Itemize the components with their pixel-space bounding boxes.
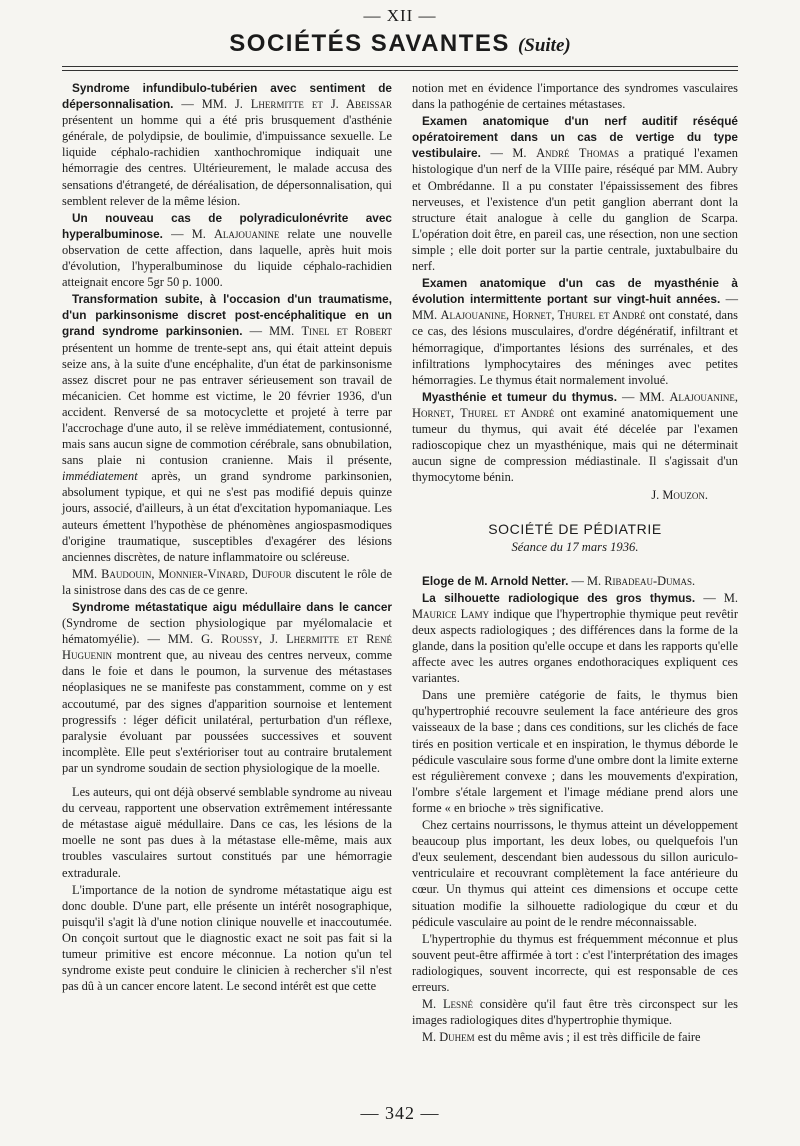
article-parkinsonisme: Transformation subite, à l'occasion d'un traumatisme, d'un parkinsonisme discret post-encéphalitique en un grand syndrome parkinsonien. — MM. Tinel et Robert présentent un homme de trente-sept ans, qui était atteint depuis seize ans, à la suite d'une encéphalite, d'un état de parkinsonisme assez discret pour ne pas entraver sérieusement son travail de mécanicien. Cet homme est victime, le 20 février 1936, d'un accident. Renversé de sa motocyclette et projeté à terre par l'accrochage d'une auto, il se relève immédiatement, contusionné, mais sans aucun signe de commotion cérébrale, sans obnubilation, sans plaie ni contusion cranienne. Mais il présente, immédiatement après, un grand syndrome parkinsonien, absolument typique, et qui ne s'est pas modifié depuis quinze jours, associé, d'ailleurs, à un état d'excitation hypomaniaque. Les auteurs émettent l'hypothèse de phénomènes angiospasmodiques d'origine traumatique, susceptibles d'exagérer des lésions anciennes discrètes, de nature inflammatoire ou scléreuse.	[62, 292, 392, 564]
article-syndrome-metastatique: Syndrome métastatique aigu médullaire dans le cancer (Syndrome de section physiologique par myélomalacie et hématomyélie). — MM. G. Roussy, J. Lhermitte et René Huguenin montrent que, au niveau des centres nerveux, comme dans le foie et dans le poumon, la survenue des métastases néoplasiques ne se manifeste pas constamment, comme on y est accoutumé, par des signes d'apparition sournoise et lentement progressifs : léger déficit unilatéral, perturbation d'un réflexe, paralysie évoluant par poussées successives et souvent incomplète. Elle peut s'extérioriser tout au contraire brutalement par un syndrome soudain de section physiologique de la moelle.	[62, 600, 392, 775]
session-date: Séance du 17 mars 1936.	[511, 539, 639, 554]
page-header	[0, 30, 800, 58]
article-heading: Un nouveau cas de polyradiculonévrite avec hyperalbuminose.	[62, 210, 392, 241]
article-paragraph: Chez certains nourrissons, le thymus atteint un développement beaucoup plus important, les deux lobes, ou quelquefois l'un d'eux seulement, descendant bien audessous du sillon auriculo-ventriculaire et recouvrant complètement la face antérieure du cœur. Un thymus qui atteint ces dimensions et occupe cette situation modifie la silhouette radiologique du cœur et du pédicule vasculaire au point de le rendre méconnaissable.	[412, 818, 738, 929]
article-polyradiculonevrite: Un nouveau cas de polyradiculonévrite avec hyperalbuminose. — M. Alajouanine relate une nouvelle observation de cette affection, dans laquelle, après huit mois d'évolution, l'hyperalbuminose du liquide céphalo-rachidien atteignait encore 5gr 50 p. 1000.	[62, 210, 392, 290]
article-authors: M. Lesné	[422, 997, 474, 1012]
article-heading: Examen anatomique d'un cas de myasthénie à évolution intermittente portant sur vingt-huit années.	[412, 276, 738, 307]
article-discussion	[62, 566, 392, 598]
left-column	[62, 80, 392, 994]
article-authors: Tinel et Robert	[301, 324, 392, 339]
article-myasthenie-thymus: Myasthénie et tumeur du thymus. — MM. Alajouanine, Hornet, Thurel et André ont examiné anatomiquement une tumeur du thymus, qui avait été décelée par l'examen radioscopique chez un myasthénique, mais qui ne déterminait aucun signe de compression médiastinale. Il s'agissait d'un thymocytome bénin.	[412, 389, 738, 485]
article-heading: Eloge de M. Arnold Netter.	[422, 573, 569, 588]
article-authors: André Thomas	[536, 146, 619, 161]
header-suite: (Suite)	[517, 35, 571, 56]
article-heading: Syndrome métastatique aigu médullaire dans le cancer	[72, 600, 392, 614]
article-body: est du même avis ; il est très difficile de faire	[477, 1030, 701, 1045]
page-number: — 342 —	[360, 1103, 440, 1123]
article-silhouette-thymus: La silhouette radiologique des gros thymus. — M. Maurice Lamy indique que l'hypertrophie thymique peut revêtir deux aspects radiologiques ; des différences dans la forme de la glande, dans la position qu'elle occupe et dans les rapports qu'elle affecte avec les autres organes endothoraciques expliquent ces variantes.	[412, 590, 739, 686]
article-heading: La silhouette radiologique des gros thymus.	[422, 590, 696, 605]
article-duhem	[412, 1029, 738, 1045]
article-authors: MM. Baudouin, Monnier-Vinard, Dufour	[72, 566, 292, 581]
article-paragraph: Dans une première catégorie de faits, le thymus bien qu'hypertrophié recouvre seulement la face antérieure des gros vaisseaux de la base ; dans ces conditions, sur les clichés de face tirés en position verticale et en inspiration, le thymus déborde le pédicule vasculaire sous forme d'une ombre dont la limite externe est régulièrement convexe ; dans les mouvements d'expiration, l'ombre s'étale largement et l'image médiane prend alors une forme « en brioche » très significative.	[412, 688, 738, 815]
article-lesne	[412, 996, 738, 1028]
article-nerf-auditif: Examen anatomique d'un nerf auditif réséqué opératoirement dans un cas de vertige du type vestibulaire. — M. André Thomas a pratiqué l'examen histologique d'un nerf de la VIIIe paire, réséqué par MM. Aubry et Ombrédanne. Il a pu constater l'épaississement des fibres nerveuses, et l'existence d'un petit ganglion aberrant dont la structure était analogue à celle du ganglion de Scarpa. L'opération doit être, en pareil cas, une résection, non une section simple ; elle doit porter sur la partie centrale, juxtabulbaire du nerf.	[412, 114, 738, 274]
article-body: a pratiqué l'examen histologique d'un nerf de la VIIIe paire, réséqué par MM. Aubry et Ombrédanne. Il a pu constater l'épaississement des fibres nerveuses, et l'existence d'un petit ganglion aberrant dont la structure était analogue à celle du ganglion de Scarpa. L'opération doit être, en pareil cas, une résection, non une section simple ; elle doit porter sur la partie centrale, juxtabulbaire du nerf.	[412, 146, 738, 274]
article-authors: Ribadeau-Dumas.	[604, 573, 696, 588]
article-myasthenie-intermittente: Examen anatomique d'un cas de myasthénie à évolution intermittente portant sur vingt-huit années. — MM. Alajouanine, Hornet, Thurel et André ont constaté, dans ce cas, des lésions musculaires, d'ordre dégénératif, infiltrant et hémorragique, d'importantes lésions des surrénales, et des infiltrations lymphocytaires des méninges avec petites hémorragies. Le thymus était normalement involué.	[412, 276, 738, 387]
article-authors: M. Duhem	[422, 1030, 475, 1045]
article-authors: Maurice Lamy	[412, 606, 490, 621]
article-eloge: Eloge de M. Arnold Netter. — M. Ribadeau-Dumas.	[422, 573, 696, 588]
article-heading: Transformation subite, à l'occasion d'un traumatisme, d'un parkinsonisme discret post-encéphalitique en un grand syndrome parkinsonien.	[62, 292, 392, 339]
article-paragraph: L'importance de la notion de syndrome métastatique aigu est donc double. D'une part, elle présente un intérêt nosographique, puisqu'il s'agit là d'une notion clinique nouvelle et inaccoutumée. On conçoit surtout que le diagnostic exact ne soit pas fait si la tumeur primitive est encore méconnue. La notion qu'un tel syndrome existe peut conduire le clinicien à rechercher s'il n'est pas dû à un cancer encore latent. Le second intérêt est que cette	[62, 882, 392, 994]
article-body: indique que l'hypertrophie thymique peut revêtir deux aspects radiologiques ; des différences dans la forme de la glande, dans la position qu'elle occupe et dans les rapports qu'elle affecte avec les autres organes endothoraciques expliquent ces variantes.	[412, 606, 739, 686]
article-heading: Myasthénie et tumeur du thymus.	[422, 389, 617, 404]
header-title: SOCIÉTÉS SAVANTES	[229, 30, 510, 57]
article-body: relate une nouvelle observation de cette affection, dans laquelle, après huit mois d'évolution, l'hyperalbuminose du liquide céphalo-rachidien atteignait encore 5gr 50 p. 1000.	[62, 226, 392, 290]
article-body: après, un grand syndrome parkinsonien, absolument typique, et qui ne s'est pas modifié depuis quinze jours, associé, d'ailleurs, à un état d'excitation hypomaniaque. Les auteurs émettent l'hypothèse de phénomènes angiospasmodiques d'origine traumatique, susceptibles d'exagérer des lésions anciennes discrètes, de nature inflammatoire ou scléreuse.	[62, 469, 392, 564]
article-subheading: (Syndrome de section physiologique par myélomalacie et hématomyélie).	[62, 616, 392, 647]
article-body: discutent le rôle de la sinistrose dans des cas de ce genre.	[62, 566, 392, 597]
header-rule-bottom	[62, 70, 738, 71]
article-infundibulo: Syndrome infundibulo-tubérien avec sentiment de dépersonnalisation. — MM. J. Lhermitte et J. Abeissar présentent un homme qui a été pris brusquement d'asthénie générale, de polydipsie, de boulimie, d'impuissance sexuelle. Le liquide céphalo-rachidien xanthochromique indiquait une hémorragie des centres. Ultérieurement, le malade accusa des sensations d'étrangeté, de déréalisation, de dépersonnalisation, qui semblent relever de la même lésion.	[62, 81, 392, 208]
signature: J. Mouzon.	[651, 488, 708, 503]
article-body: présentent un homme qui a été pris brusquement d'asthénie générale, de polydipsie, de boulimie, d'impuissance sexuelle. Le liquide céphalo-rachidien xanthochromique indiquait une hémorragie des centres. Ultérieurement, le malade accusa des sensations d'étrangeté, de déréalisation, de dépersonnalisation, qui semblent relever de la même lésion.	[62, 113, 392, 208]
article-authors: G. Roussy, J. Lhermitte et René Huguenin	[62, 632, 392, 663]
article-body: ont examiné anatomiquement une tumeur du thymus, qui avait été décelée par l'examen radioscopique chez un myasthénique, mais qui ne déterminait aucun signe de compression médiastinale. Il s'agissait d'un thymocytome bénin.	[412, 405, 738, 485]
article-body: ont constaté, dans ce cas, des lésions musculaires, d'ordre dégénératif, infiltrant et hémorragique, d'importantes lésions des surrénales, et des infiltrations lymphocytaires des méninges avec petites hémorragies. Le thymus était normalement involué.	[412, 308, 738, 387]
article-authors: J. Lhermitte et J. Abeissar	[234, 97, 392, 112]
article-heading: Examen anatomique d'un nerf auditif réséqué opératoirement dans un cas de vertige du type vestibulaire.	[412, 114, 738, 161]
article-continuation: notion met en évidence l'importance des syndromes vasculaires dans la pathogénie de certaines métastases.	[412, 81, 738, 112]
article-body: montrent que, au niveau des centres nerveux, comme dans le foie et dans le poumon, la survenue des métastases néoplasiques ne se manifeste pas constamment, comme on y est accoutumé, par des signes d'apparition sournoise et lentement progressifs : léger déficit unilatéral, perturbation d'un réflexe, paralysie évoluant par poussées successives et souvent incomplète. Elle peut s'extérioriser tout au contraire brutalement par un syndrome soudain de section physiologique de la moelle.	[62, 648, 392, 775]
article-authors: Alajouanine, Hornet, Thurel et André	[412, 389, 738, 420]
section-title: SOCIÉTÉ DE PÉDIATRIE	[488, 521, 662, 538]
article-paragraph: Les auteurs, qui ont déjà observé semblable syndrome au niveau du cerveau, rapportent une observation extrêmement intéressante de métastase aiguë médullaire. Dans ce cas, les lésions de la moelle ne sont pas dues à la métastase elle-même, mais aux troubles vasculaires surtout constitués par une hémorragie extradurale.	[62, 785, 392, 880]
article-authors: Alajouanine, Hornet, Thurel et André	[440, 308, 646, 323]
article-authors: Alajouanine	[213, 226, 280, 241]
article-emphasis: immédiatement	[62, 469, 138, 484]
right-column	[412, 80, 738, 1045]
header-rule-top	[62, 66, 738, 67]
page-roman-numeral: — XII —	[363, 6, 437, 25]
article-paragraph: L'hypertrophie du thymus est fréquemment méconnue et plus souvent peut-être affirmée à tort : c'est l'interprétation des images radiologiques, souvent incorrecte, qui est responsable de ces erreurs.	[412, 931, 738, 994]
article-heading: Syndrome infundibulo-tubérien avec sentiment de dépersonnalisation.	[62, 81, 392, 112]
article-body: présentent un homme de trente-sept ans, qui était atteint depuis seize ans, à la suite d'une encéphalite, d'un état de parkinsonisme assez discret pour ne pas entraver sérieusement son travail de mécanicien. Cet homme est victime, le 20 février 1936, d'un accident. Renversé de sa motocyclette et projeté à terre par l'accrochage d'une auto, il se relève immédiatement, contusionné, mais sans aucun signe de commotion cérébrale, sans obnubilation, sans plaie ni contusion cranienne. Mais il présente,	[62, 340, 392, 468]
article-body: considère qu'il faut être très circonspect sur les images radiologiques dites d'hypertrophie thymique.	[412, 997, 738, 1028]
